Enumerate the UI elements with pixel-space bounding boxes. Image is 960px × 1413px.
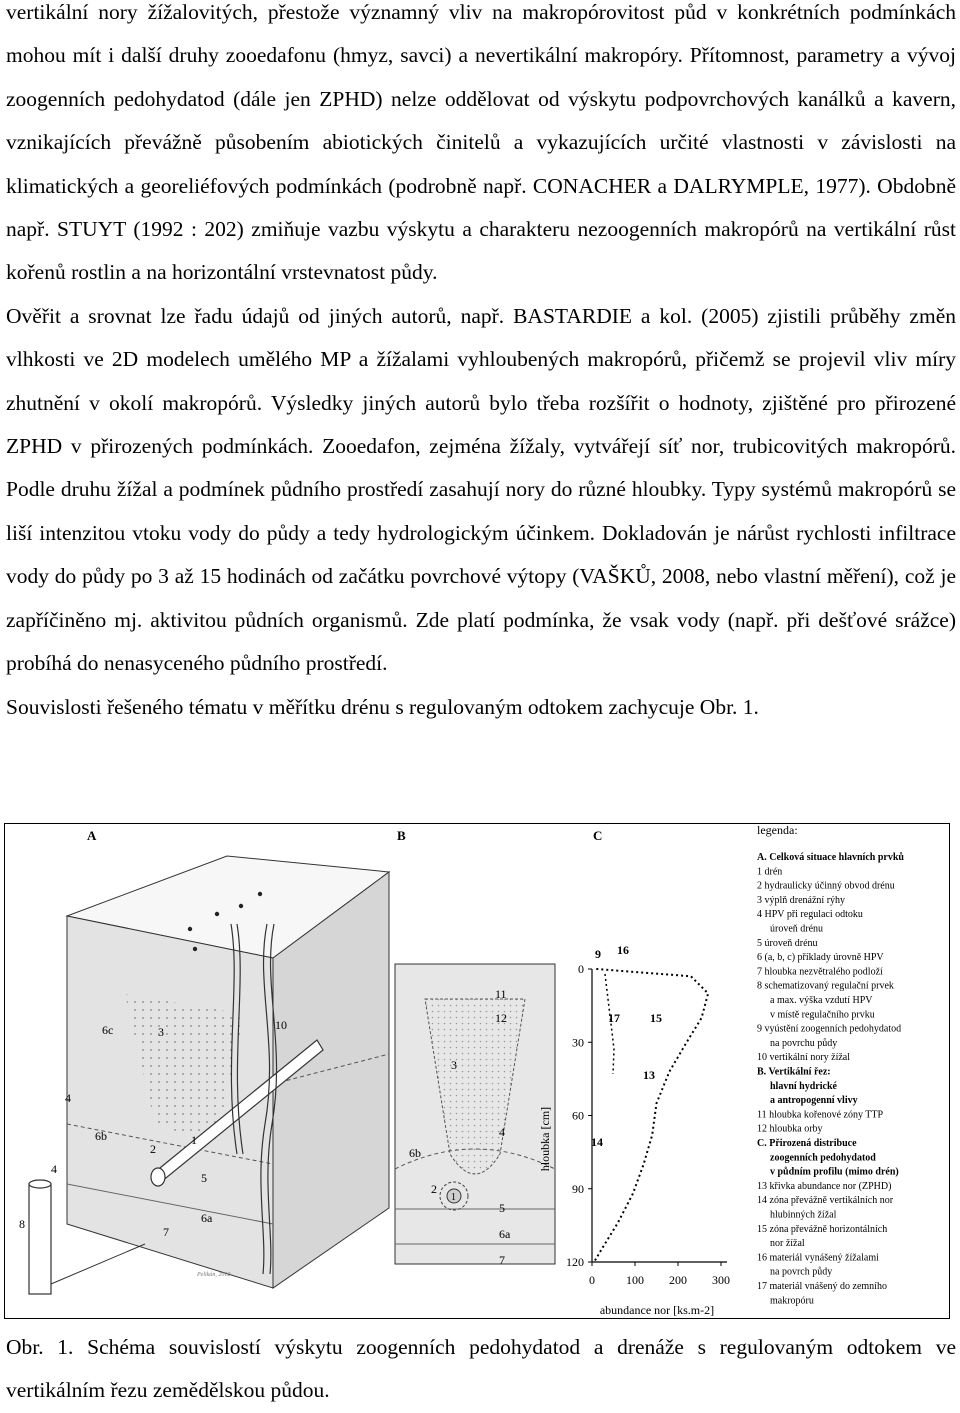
label-a-7: 7	[163, 1225, 169, 1239]
legend-item: C. Přirozená distribuce	[757, 1138, 857, 1149]
legend-item: 4 HPV při regulaci odtoku	[757, 909, 863, 921]
chart-x-tick-label: 0	[589, 1273, 595, 1287]
panel-c-chart	[538, 962, 730, 1317]
label-c-14: 14	[591, 1135, 603, 1149]
chart-y-tick-label: 90	[572, 1181, 584, 1196]
label-c-9: 9	[595, 947, 601, 961]
legend-item: 10 vertikální nory žížal	[757, 1052, 851, 1064]
legend-item: 14 zóna převážně vertikálních nor	[757, 1195, 894, 1207]
legend-item: A. Celková situace hlavních prvků	[757, 852, 904, 863]
label-a-6a: 6a	[201, 1211, 213, 1225]
label-b-3: 3	[451, 1058, 457, 1072]
legend-item: B. Vertikální řez:	[757, 1066, 831, 1078]
label-a-10: 10	[275, 1018, 287, 1032]
label-a-3: 3	[158, 1025, 164, 1039]
label-a-8: 8	[19, 1217, 25, 1231]
legend-item: 13 křivka abundance nor (ZPHD)	[757, 1180, 892, 1192]
legend-item: a max. výška vzdutí HPV	[770, 995, 873, 1006]
chart-y-tick-label: 60	[572, 1108, 584, 1123]
legend-title: legenda:	[757, 824, 798, 837]
legend-item: 15 zóna převážně horizontálních	[757, 1223, 888, 1235]
legend	[757, 824, 904, 1306]
legend-item: na povrch půdy	[770, 1266, 833, 1278]
legend-item: 1 drén	[757, 866, 783, 878]
chart-y-tick-label: 30	[572, 1035, 584, 1050]
chart-ylabel: hloubka [cm]	[538, 1106, 552, 1172]
label-b-4: 4	[499, 1125, 505, 1139]
label-a-4-upper: 4	[65, 1091, 71, 1105]
label-a-5: 5	[201, 1171, 207, 1185]
legend-item: 16 materiál vynášený žížalami	[757, 1252, 879, 1264]
paragraph-3: Souvislosti řešeného tématu v měřítku drénu s regulovaným odtokem zachycuje Obr. 1.	[6, 694, 759, 719]
panel-c-label: C	[593, 828, 603, 843]
label-b-5: 5	[499, 1201, 505, 1215]
panel-b-section	[395, 964, 555, 1264]
label-c-17: 17	[608, 1011, 620, 1025]
label-b-11: 11	[495, 987, 507, 1001]
legend-item: úroveň drénu	[770, 923, 824, 935]
chart-xlabel: abundance nor [ks.m-2]	[599, 1303, 715, 1317]
panel-a-block	[29, 856, 389, 1294]
label-b-12: 12	[495, 1011, 507, 1025]
legend-item: 3 výplň drenážní rýhy	[757, 894, 846, 906]
figure-svg	[5, 824, 949, 1318]
legend-item: 7 hloubka nezvětralého podloží	[757, 966, 883, 978]
legend-item: nor žížal	[770, 1238, 805, 1250]
label-b-7: 7	[499, 1253, 505, 1267]
legend-item: a antropogenní vlivy	[770, 1095, 858, 1107]
panel-a-label: A	[87, 828, 97, 843]
chart-y-tick-label: 120	[566, 1255, 584, 1269]
panel-b-label: B	[397, 828, 406, 843]
label-a-6b: 6b	[95, 1129, 107, 1143]
legend-item: makropóru	[770, 1295, 814, 1307]
label-a-6c: 6c	[102, 1023, 114, 1037]
legend-item: 8 schematizovaný regulační prvek	[757, 980, 894, 992]
label-c-13: 13	[643, 1068, 655, 1082]
legend-item: 12 hloubka orby	[757, 1123, 823, 1135]
legend-item: zoogenních pedohydatod	[770, 1152, 876, 1164]
label-a-2: 2	[150, 1142, 156, 1156]
legend-item: v půdním profilu (mimo drén)	[770, 1166, 899, 1178]
chart-x-tick-label: 200	[669, 1273, 687, 1287]
label-b-6a: 6a	[499, 1227, 511, 1241]
legend-item: 6 (a, b, c) příklady úrovně HPV	[757, 952, 884, 964]
label-b-1: 1	[451, 1192, 456, 1203]
label-c-15: 15	[650, 1011, 662, 1025]
chart-x-tick-label: 100	[626, 1273, 644, 1287]
legend-item: 9 vyústění zoogenních pedohydatod	[757, 1023, 902, 1035]
legend-item: 2 hydraulicky účinný obvod drénu	[757, 880, 895, 892]
chart-y-tick-label: 0	[578, 962, 584, 976]
label-b-6b: 6b	[409, 1146, 421, 1160]
paragraph-1: vertikální nory žížalovitých, přestože významný vliv na makropórovitost půd v konkrétních podmínkách mohou mít i další druhy zooedafonu (hmyz, savci) a nevertikální makropóry. Přítomnost, parametry a vývoj zoogenních pedohydatod (dále jen ZPHD) nelze oddělovat od výskytu podpovrchových kanálků a kavern, vznikajících převážně působením abiotických činitelů a vykazujících určité vlastnosti v závislosti na klimatických a georeliéfových podmínkách (podrobně např. CONACHER a DALRYMPLE, 1977). Obdobně např. STUYT (1992 : 202) zmiňuje vazbu výskytu a charakteru nezoogenních makropórů na vertikální růst kořenů rostlin a na horizontální vrstevnatost půdy.	[6, 0, 956, 285]
figure-1	[4, 823, 950, 1319]
label-a-4-lower: 4	[51, 1162, 57, 1176]
label-a-1: 1	[191, 1133, 197, 1147]
chart-x-tick-label: 300	[712, 1273, 730, 1287]
legend-item: na povrchu půdy	[770, 1037, 838, 1049]
panel-a-signature: Pelikán, 2012	[197, 1272, 231, 1278]
legend-item: hlubinných žížal	[770, 1209, 837, 1221]
legend-item: hlavní hydrické	[770, 1080, 837, 1092]
legend-item: 17 materiál vnášený do zemního	[757, 1281, 887, 1292]
paragraph-2: Ověřit a srovnat lze řadu údajů od jiných autorů, např. BASTARDIE a kol. (2005) zjistili průběhy změn vlhkosti ve 2D modelech umělého MP a žížalami vyhloubených makropórů, přičemž se projevil vliv míry zhutnění v okolí makropórů. Výsledky jiných autorů bylo třeba rozšířit o hodnoty, zjištěné pro přirozené ZPHD v přirozených podmínkách. Zooedafon, zejména žížaly, vytvářejí síť nor, trubicovitých makropórů. Podle druhu žížal a podmínek půdního prostředí zasahují nory do různé hloubky. Typy systémů makropórů se liší intenzitou vtoku vody do půdy a tedy hydrologickým účinkem. Dokladován je nárůst rychlosti infiltrace vody do půdy po 3 až 15 hodinách od začátku povrchové výtopy (VAŠKŮ, 2008, nebo vlastní měření), což je zapříčiněno mj. aktivitou půdních organismů. Zde platí podmínka, že vsak vody (např. při dešťové srážce) probíhá do nenasyceného půdního prostředí.	[6, 303, 956, 676]
legend-item: 11 hloubka kořenové zóny TTP	[757, 1109, 884, 1121]
body-text	[6, 0, 956, 729]
label-c-16: 16	[617, 943, 629, 957]
legend-item: v místě regulačního prvku	[770, 1009, 875, 1021]
figure-caption: Obr. 1. Schéma souvislostí výskytu zoogenních pedohydatod a drenáže s regulovaným odtokem ve vertikálním řezu zemědělskou půdou.	[6, 1335, 956, 1403]
legend-item: 5 úroveň drénu	[757, 937, 818, 949]
label-b-2: 2	[431, 1182, 437, 1196]
